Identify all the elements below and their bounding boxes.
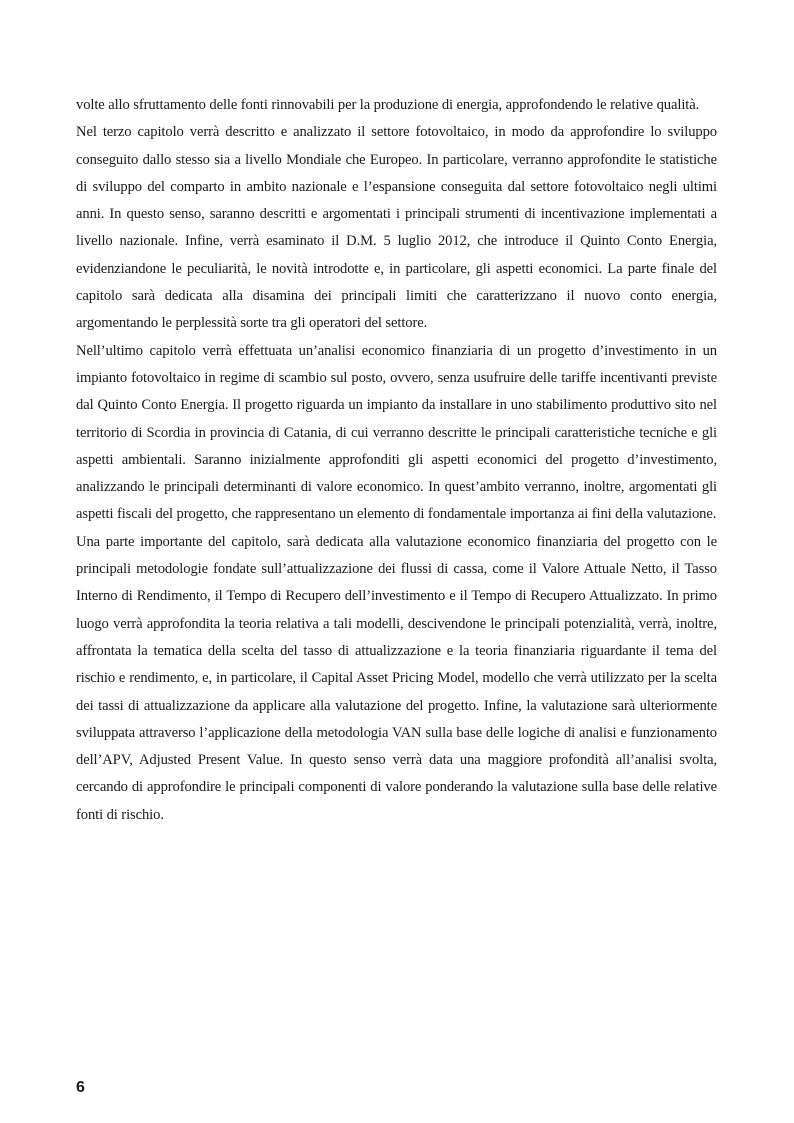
page-body [76,92,717,829]
paragraph-1: volte allo sfruttamento delle fonti rinnovabili per la produzione di energia, approfondendo le relative qualità. [76,97,700,113]
paragraph-3: Nell’ultimo capitolo verrà effettuata un’analisi economico finanziaria di un progetto d’investimento in un impianto fotovoltaico in regime di scambio sul posto, ovvero, senza usufruire delle tariffe incentivanti previste dal Quinto Conto Energia. Il progetto riguarda un impianto da installare in uno stabilimento produttivo sito nel territorio di Scordia in provincia di Catania, di cui verranno descritte le principali caratteristiche tecniche e gli aspetti ambientali. Saranno inizialmente approfonditi gli aspetti economici del progetto d’investimento, analizzando le principali determinanti di valore economico. In quest’ambito verranno, inoltre, argomentati gli aspetti fiscali del progetto, che rappresentano un elemento di fondamentale importanza ai fini della valutazione. [76,342,717,523]
paragraph-2: Nel terzo capitolo verrà descritto e analizzato il settore fotovoltaico, in modo da approfondire lo sviluppo conseguito dallo stesso sia a livello Mondiale che Europeo. In particolare, verranno approfondite le statistiche di sviluppo del comparto in ambito nazionale e l’espansione conseguita dal settore fotovoltaico negli ultimi anni. In questo senso, saranno descritti e argomentati i principali strumenti di incentivazione implementati a livello nazionale. Infine, verrà esaminato il D.M. 5 luglio 2012, che introduce il Quinto Conto Energia, evidenziandone le peculiarità, le novità introdotte e, in particolare, gli aspetti economici. La parte finale del capitolo sarà dedicata alla disamina dei principali limiti che caratterizzano il nuovo conto energia, argomentando le perplessità sorte tra gli operatori del settore. [76,124,717,332]
page-number: 6 [76,1079,85,1096]
paragraph-4: Una parte importante del capitolo, sarà dedicata alla valutazione economico finanziaria del progetto con le principali metodologie fondate sull’attualizzazione dei flussi di cassa, come il Valore Attuale Netto, il Tasso Interno di Rendimento, il Tempo di Recupero dell’investimento e il Tempo di Recupero Attualizzato. In primo luogo verrà approfondita la teoria relativa a tali modelli, descivendone le principali potenzialità, verrà, inoltre, affrontata la tematica della scelta del tasso di attualizzazione e la teoria finanziaria riguardante il tema del rischio e rendimento, e, in particolare, il Capital Asset Pricing Model, modello che verrà utilizzato per la scelta dei tassi di attualizzazione da applicare alla valutazione del progetto. Infine, la valutazione sarà ulteriormente sviluppata attraverso l’applicazione della metodologia VAN sulla base delle logiche di analisi e funzionamento dell’APV, Adjusted Present Value. In questo senso verrà data una maggiore profondità all’analisi svolta, cercando di approfondire le principali componenti di valore ponderando la valutazione sulla base delle relative fonti di rischio. [76,533,717,823]
